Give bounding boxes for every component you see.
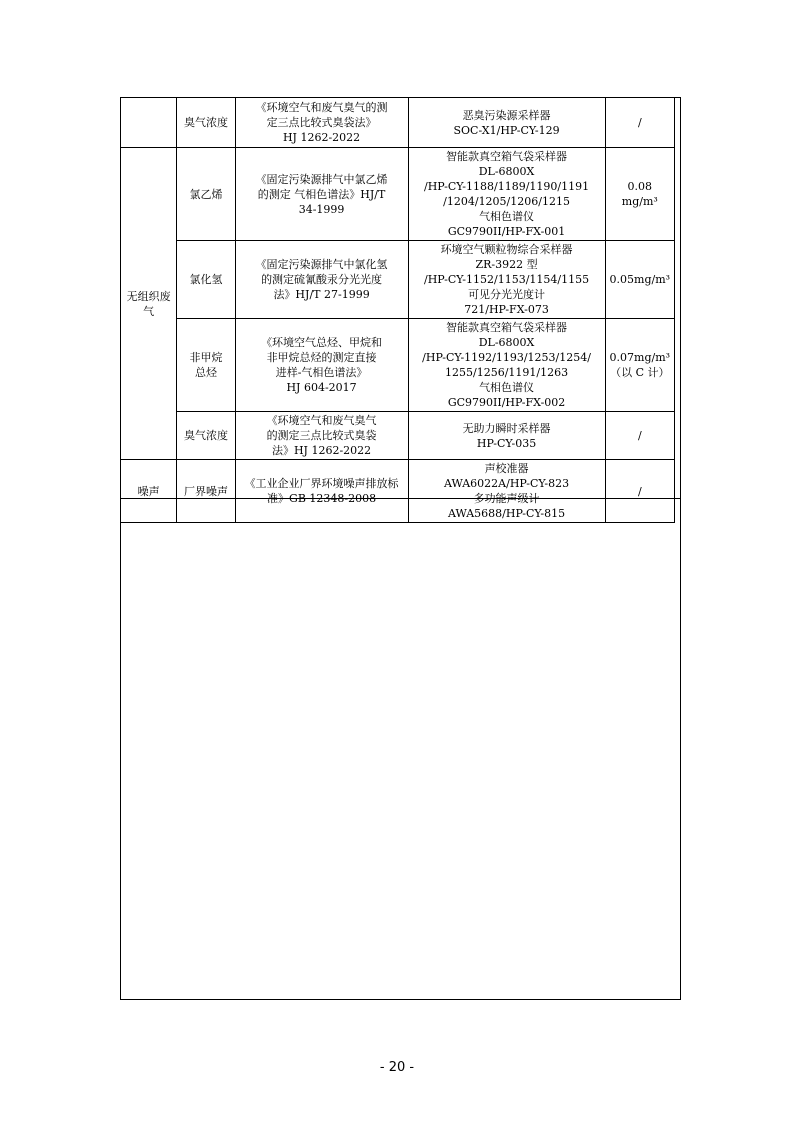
method-line: 《环境空气和废气臭气 (266, 414, 377, 427)
method-cell (235, 412, 408, 460)
equipment-line: /1204/1205/1206/1215 (443, 195, 570, 208)
table-row (121, 98, 675, 148)
equipment-line: 多功能声级计 (473, 492, 540, 505)
table-row (121, 241, 675, 319)
equipment-line: 气相色谱仪 (479, 381, 535, 394)
table-row (121, 148, 675, 241)
equipment-line: GC9790II/HP-FX-002 (447, 396, 566, 409)
method-line: 准》GB 12348-2008 (267, 492, 377, 505)
equipment-line: 721/HP-FX-073 (464, 303, 549, 316)
equipment-line: HP-CY-035 (476, 436, 537, 450)
method-line: 的测定硫氰酸汞分光光度 (261, 273, 383, 286)
limit-line: mg/m³ (621, 195, 658, 208)
equipment-line: AWA5688/HP-CY-815 (447, 507, 566, 520)
limit-cell (605, 319, 674, 412)
method-line: 的测定三点比较式臭袋 (266, 429, 377, 442)
equipment-line: DL-6800X (478, 165, 535, 178)
equipment-line: 声校准器 (484, 462, 529, 475)
method-cell (235, 460, 408, 523)
equipment-line: 智能款真空箱气袋采样器 (446, 321, 568, 334)
item-cell (177, 319, 235, 412)
limit-line: （以 C 计） (610, 366, 670, 379)
category-cell (121, 98, 177, 148)
method-line: 《工业企业厂界环境噪声排放标 (244, 477, 399, 490)
method-line: 34-1999 (298, 202, 345, 216)
method-line: 非甲烷总烃的测定直接 (266, 351, 377, 364)
method-cell (235, 319, 408, 412)
equipment-line: 可见分光光度计 (468, 288, 546, 301)
method-line: 的测定 气相色谱法》HJ/T (257, 187, 386, 201)
equipment-line: SOC-X1/HP-CY-129 (453, 123, 560, 137)
equipment-line: 无助力瞬时采样器 (462, 421, 551, 435)
item-cell: 厂界噪声 (177, 460, 235, 523)
equipment-line: 1255/1256/1191/1263 (445, 366, 569, 379)
item-cell: 臭气浓度 (177, 412, 235, 460)
method-line: 《固定污染源排气中氯化氢 (255, 258, 388, 271)
item-cell: 氯乙烯 (177, 148, 235, 241)
page-number: - 20 - (379, 1060, 415, 1075)
method-line: 定三点比较式臭袋法》 (266, 116, 377, 129)
equipment-line: 恶臭污染源采样器 (462, 108, 551, 122)
equipment-line: DL-6800X (478, 336, 535, 349)
category-cell (121, 148, 177, 460)
category-cell: 噪声 (121, 460, 177, 523)
table-row (121, 460, 675, 523)
method-cell (235, 241, 408, 319)
method-line: 进样-气相色谱法》 (275, 366, 368, 379)
equipment-line: /HP-CY-1192/1193/1253/1254/ (422, 351, 591, 364)
method-line: 《环境空气和废气臭气的测 (255, 101, 388, 114)
equipment-line: /HP-CY-1188/1189/1190/1191 (424, 180, 590, 193)
limit-cell: / (605, 460, 674, 523)
table-row (121, 319, 675, 412)
equipment-cell (408, 460, 605, 523)
equipment-line: 智能款真空箱气袋采样器 (446, 150, 568, 163)
method-cell (235, 148, 408, 241)
equipment-line: /HP-CY-1152/1153/1154/1155 (424, 273, 590, 286)
equipment-cell (408, 98, 605, 148)
limit-cell: 0.05mg/m³ (605, 241, 674, 319)
table-bottom-rule (120, 498, 681, 499)
method-line: 法》HJ/T 27-1999 (273, 288, 370, 301)
equipment-line: 环境空气颗粒物综合采样器 (440, 243, 573, 256)
item-line: 非甲烷 (189, 351, 223, 364)
limit-line: 0.07mg/m³ (609, 351, 671, 364)
equipment-cell (408, 241, 605, 319)
item-line: 总烃 (194, 366, 217, 379)
method-line: HJ 1262-2022 (282, 131, 361, 144)
equipment-line: GC9790II/HP-FX-001 (447, 225, 566, 238)
equipment-line: ZR-3922 型 (475, 258, 538, 271)
equipment-line: AWA6022A/HP-CY-823 (443, 477, 570, 490)
item-cell: 氯化氢 (177, 241, 235, 319)
limit-cell (605, 148, 674, 241)
method-cell (235, 98, 408, 148)
monitoring-methods-table (120, 97, 675, 523)
method-line: 法》HJ 1262-2022 (271, 444, 372, 457)
limit-line: 0.08 (627, 180, 653, 193)
table-row (121, 412, 675, 460)
category-line: 气 (143, 304, 155, 318)
equipment-line: 气相色谱仪 (479, 210, 535, 223)
equipment-cell (408, 319, 605, 412)
limit-cell: / (605, 412, 674, 460)
equipment-cell (408, 412, 605, 460)
method-line: 《固定污染源排气中氯乙烯 (255, 172, 388, 186)
item-cell: 臭气浓度 (177, 98, 235, 148)
limit-cell: / (605, 98, 674, 148)
method-line: HJ 604-2017 (286, 381, 357, 394)
category-line: 无组织废 (126, 289, 171, 303)
method-line: 《环境空气总烃、甲烷和 (261, 336, 383, 349)
equipment-cell (408, 148, 605, 241)
